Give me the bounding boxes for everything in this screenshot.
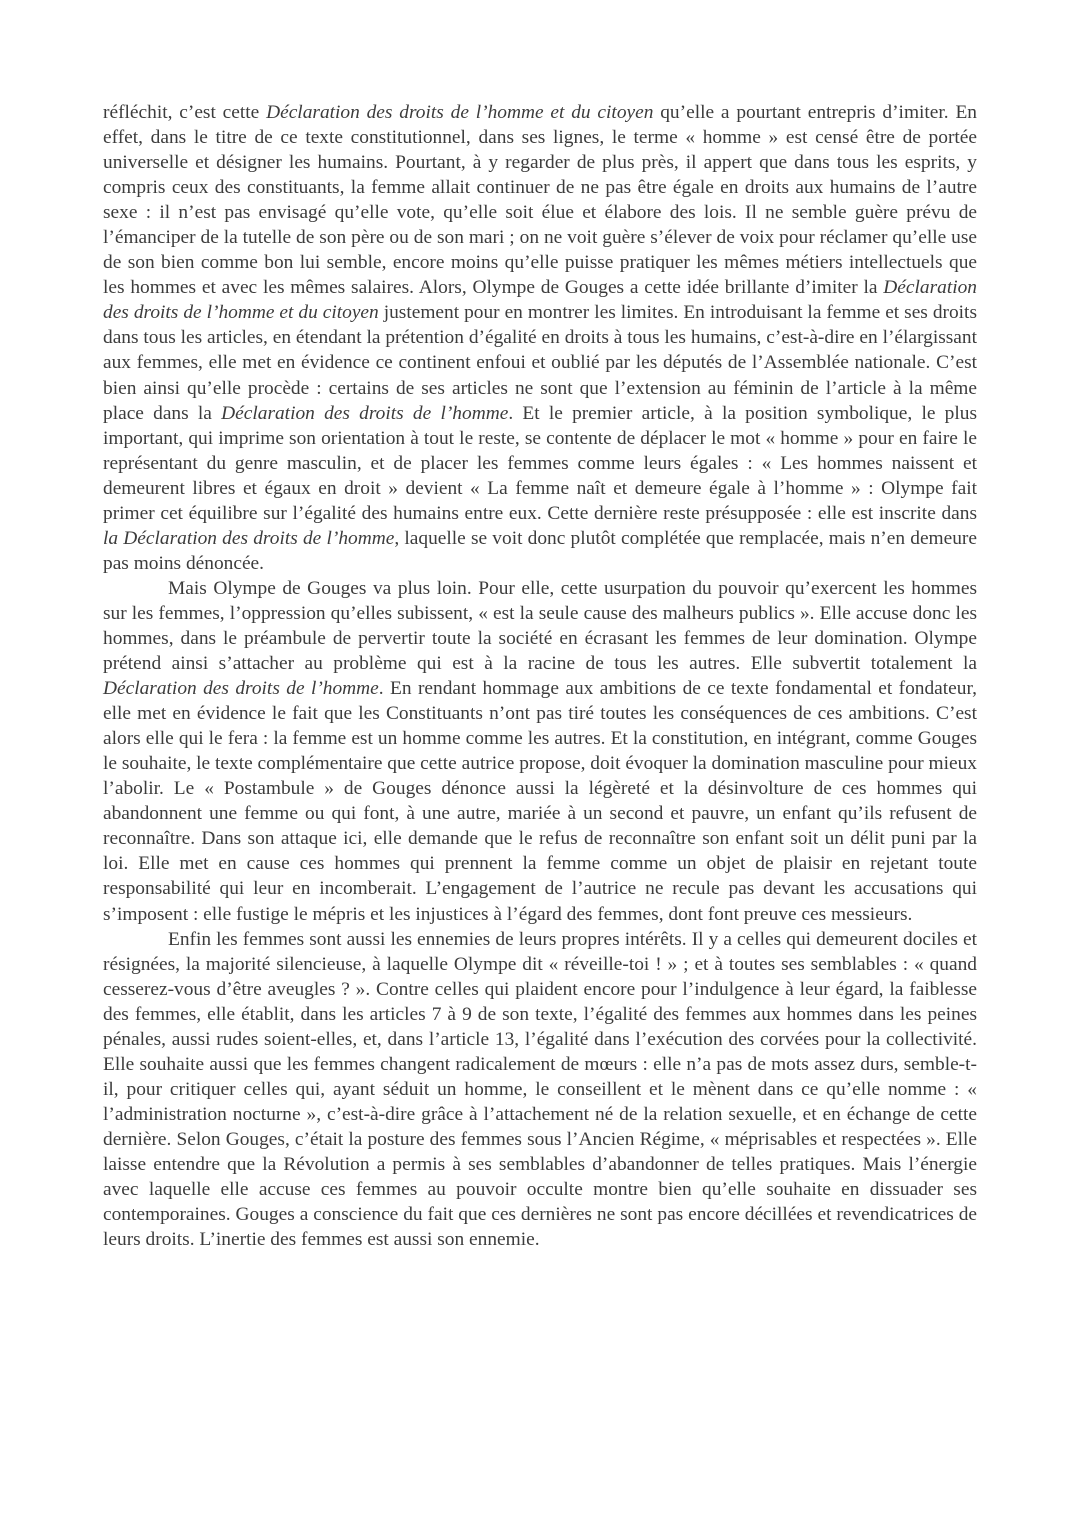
- text-run: Enfin les femmes sont aussi les ennemies de leurs propres intérêts. Il y a celles qui demeurent dociles et résignées, la majorité silencieuse, à laquelle Olympe dit « réveille-toi ! » ; et à toutes ses semblables : « quand cesserez-vous d’être aveugles ? ». Contre celles qui plaident encore pour l’indulgence à leur égard, la faiblesse des femmes, elle établit, dans les articles 7 à 9 de son texte, l’égalité des femmes aux hommes dans les peines pénales, aussi rudes soient-elles, et, dans l’article 13, l’égalité dans l’exécution des corvées pour la collectivité. Elle souhaite aussi que les femmes changent radicalement de mœurs : elle n’a pas de mots assez durs, semble-t-il, pour critiquer celles qui, ayant séduit un homme, le conseillent et le mènent dans ce qu’elle nomme : « l’administration nocturne », c’est-à-dire grâce à l’attachement né de la relation sexuelle, et en échange de cette dernière. Selon Gouges, c’était la posture des femmes sous l’Ancien Régime, « méprisables et respectées ». Elle laisse entendre que la Révolution a permis à ses semblables d’abandonner de telles pratiques. Mais l’énergie avec laquelle elle accuse ces femmes au pouvoir occulte montre bien qu’elle souhaite en dissuader ses contemporaines. Gouges a conscience du fait que ces dernières ne sont pas encore décillées et revendicatrices de leurs droits. L’inertie des femmes est aussi son ennemie.: [103, 928, 977, 1251]
- italic-title-run: Déclaration des droits de l’homme et du citoyen: [266, 102, 654, 123]
- paragraph-1: [103, 100, 977, 576]
- italic-title-run: Déclaration des droits de l’homme: [103, 678, 379, 700]
- document-page: [103, 100, 977, 1252]
- text-run: . En rendant hommage aux ambitions de ce texte fondamental et fondateur, elle met en évidence le fait que les Constituants n’ont pas tiré toutes les conséquences de ces ambitions. C’est alors elle qui le fera : la femme est un homme comme les autres. Et la constitution, en intégrant, comme Gouges le souhaite, le texte complémentaire que cette autrice propose, doit évoquer la domination masculine pour mieux l’abolir. Le « Postambule » de Gouges dénonce aussi la légèreté et la désinvolture de ces hommes qui abandonnent une femme ou qui font, à une autre, mariée à un second et pauvre, un enfant qu’ils refusent de reconnaître. Dans son attaque ici, elle demande que le refus de reconnaître son enfant soit un délit puni par la loi. Elle met en cause ces hommes qui prennent la femme comme un objet de plaisir en rejetant toute responsabilité qui leur en incomberait. L’engagement de l’autrice ne recule pas devant les accusations qui s’imposent : elle fustige le mépris et les injustices à l’égard des femmes, dont font preuve ces messieurs.: [103, 678, 977, 925]
- paragraph-3: [103, 927, 977, 1253]
- text-run: , laquelle se voit donc plutôt complétée que remplacée, mais n’en demeure pas moins dénoncée.: [103, 527, 977, 574]
- italic-title-run: Déclaration des droits de l’homme: [221, 402, 509, 424]
- paragraph-2: [103, 576, 977, 927]
- text-run: justement pour en montrer les limites. En introduisant la femme et ses droits dans tous les articles, en étendant la prétention d’égalité en droits à tous les humains, c’est-à-dire en l’élargissant aux femmes, elle met en évidence ce continent enfoui et oublié par les députés de l’Assemblée nationale. C’est bien ainsi qu’elle procède : certains de ses articles ne sont que l’extension au féminin de l’article à la même place dans la: [103, 302, 977, 424]
- text-run: qu’elle a pourtant entrepris d’imiter. En effet, dans le titre de ce texte constitutionnel, dans ses lignes, le terme « homme » est censé être de portée universelle et désigner les humains. Pourtant, à y regarder de plus près, il appert que dans tous les esprits, y compris ceux des constituants, la femme allait continuer de ne pas être égale en droits aux humains de l’autre sexe : il n’est pas envisagé qu’elle vote, qu’elle soit élue et élabore des lois. Il ne semble guère prévu de l’émanciper de la tutelle de son père ou de son mari ; on ne voit guère s’élever de voix pour réclamer qu’elle use de son bien comme bon lui semble, encore moins qu’elle puisse pratiquer les mêmes métiers intellectuels que les hommes et avec les mêmes salaires. Alors, Olympe de Gouges a cette idée brillante d’imiter la: [103, 102, 977, 299]
- text-run: réfléchit, c’est cette: [103, 102, 267, 123]
- italic-title-run: la Déclaration des droits de l’homme: [103, 527, 395, 549]
- text-run: Mais Olympe de Gouges va plus loin. Pour elle, cette usurpation du pouvoir qu’exercent les hommes sur les femmes, l’oppression qu’elles subissent, « est la seule cause des malheurs publics ». Elle accuse donc les hommes, dans le préambule de pervertir toute la société en écrasant les femmes de leur domination. Olympe prétend ainsi s’attacher au problème qui est à la racine de tous les autres. Elle subvertit totalement la: [103, 577, 977, 675]
- italic-title-run: Déclaration des droits de l’homme et du citoyen: [103, 277, 977, 324]
- text-run: . Et le premier article, à la position symbolique, le plus important, qui imprime son orientation à tout le reste, se contente de déplacer le mot « homme » pour en faire le représentant du genre masculin, et de placer les femmes comme leurs égales : « Les hommes naissent et demeurent libres et égaux en droit » devient « La femme naît et demeure égale à l’homme » : Olympe fait primer cet équilibre sur l’égalité des humains entre eux. Cette dernière reste présupposée : elle est inscrite dans: [103, 402, 978, 524]
